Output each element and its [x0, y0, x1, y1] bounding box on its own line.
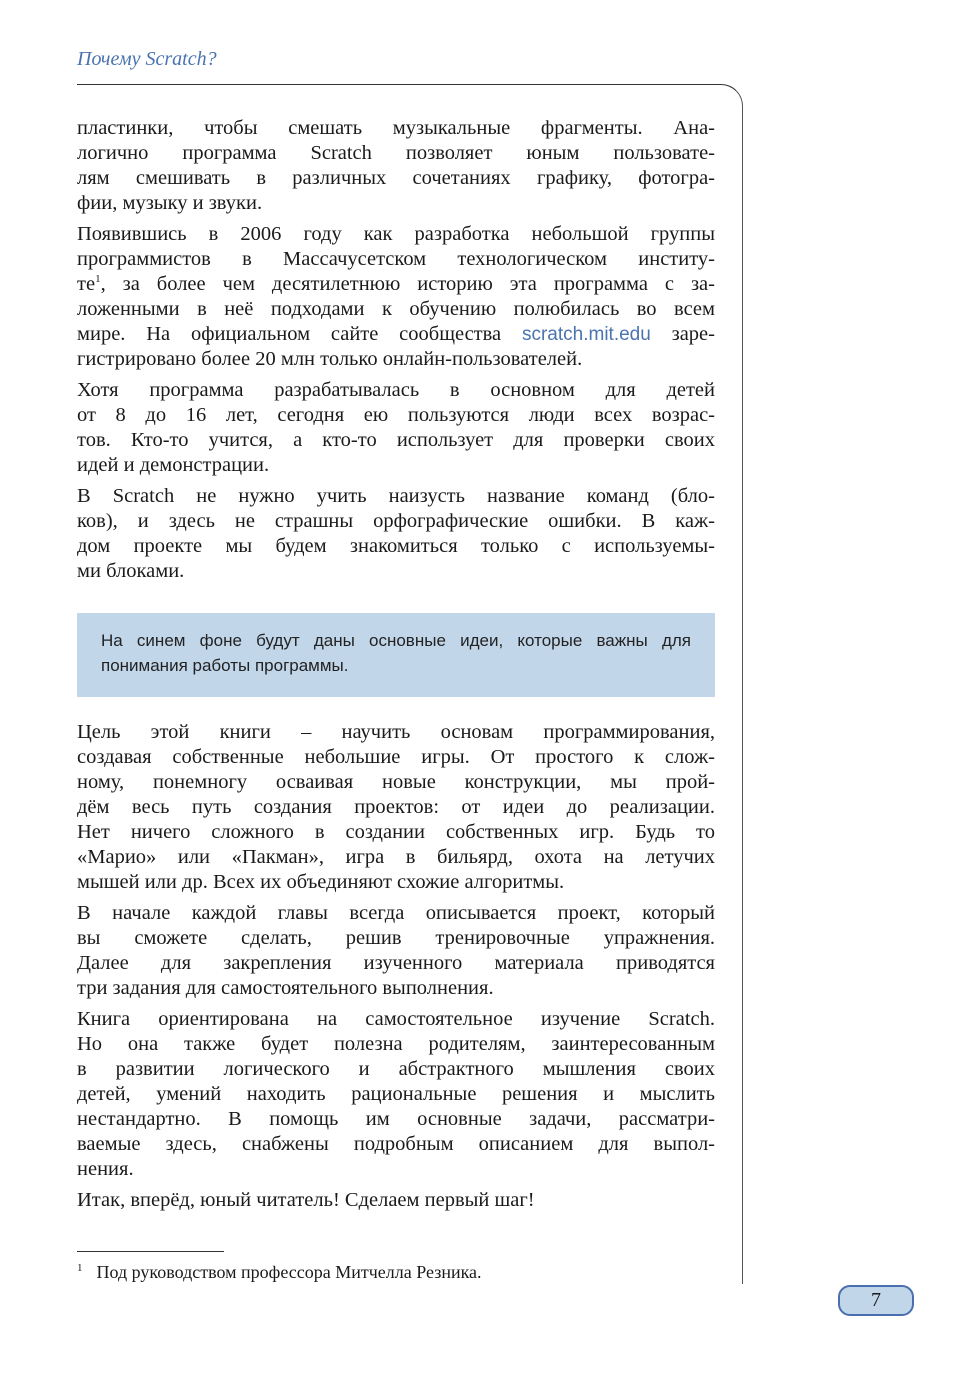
body-section-2	[77, 720, 715, 1219]
footnote-ref: 1	[95, 273, 101, 286]
text-line: Хотя программа разрабатывалась в основном для детей	[77, 379, 715, 401]
website-link[interactable]: scratch.mit.edu	[521, 324, 651, 345]
text-line: дом проекте мы будем знакомиться только с используемы-	[77, 535, 715, 557]
info-box-line: понимания работы программы.	[101, 656, 349, 675]
text-line: ному, понемногу осваивая новые конструкции, мы прой-	[77, 771, 715, 793]
text-line: ков), и здесь не страшны орфографические ошибки. В каж-	[77, 510, 715, 532]
paragraph	[77, 1188, 715, 1213]
text-line: В начале каждой главы всегда описывается проект, который	[77, 902, 715, 924]
paragraph	[77, 901, 715, 1001]
body-section-1	[77, 116, 715, 590]
text: мире. На официальном сайте сообщества	[77, 323, 522, 345]
text-line: Появившись в 2006 году как разработка небольшой группы	[77, 223, 715, 245]
text-line: в развитии логического и абстрактного мышления своих	[77, 1058, 715, 1080]
text-line: Но она также будет полезна родителям, заинтересованным	[77, 1033, 715, 1055]
info-box	[77, 613, 715, 697]
text-line: нения.	[77, 1158, 134, 1180]
text-line: ваемые здесь, снабжены подробным описанием для выпол-	[77, 1133, 715, 1155]
paragraph	[77, 720, 715, 895]
page-number: 7	[838, 1285, 914, 1316]
text-line	[77, 272, 715, 297]
text-line: фии, музыку и звуки.	[77, 192, 263, 214]
footnote: $^1$ Под руководством профессора Митчелла Резника.	[77, 1262, 482, 1282]
text-line: Далее для закрепления изученного материала приводятся	[77, 952, 715, 974]
paragraph	[77, 378, 715, 478]
paragraph	[77, 116, 715, 216]
running-header: Почему Scratch?	[77, 48, 217, 70]
text: те	[77, 273, 96, 295]
text-line: «Марио» или «Пакман», игра в бильярд, охота на летучих	[77, 846, 715, 868]
footnote-rule	[77, 1251, 224, 1252]
text-line: лям смешивать в различных сочетаниях графику, фотогра-	[77, 167, 715, 189]
text: , за более чем десятилетнюю историю эта программа с за-	[100, 273, 715, 295]
text-line: Цель этой книги – научить основам программирования,	[77, 721, 715, 743]
text-line: три задания для самостоятельного выполнения.	[77, 977, 494, 999]
text-line: программистов в Массачусетском технологическом институ-	[77, 248, 715, 270]
text-line: ложенными в неё подходами к обучению полюбилась во всем	[77, 298, 715, 320]
text-line: нестандартно. В помощь им основные задачи, рассматри-	[77, 1108, 715, 1130]
text-line: детей, умений находить рациональные решения и мыслить	[77, 1083, 715, 1105]
paragraph	[77, 484, 715, 584]
text-line: В Scratch не нужно учить наизусть название команд (бло-	[77, 485, 715, 507]
text: заре-	[650, 323, 715, 345]
text-line: Итак, вперёд, юный читатель! Сделаем первый шаг!	[77, 1189, 535, 1211]
text-line: пластинки, чтобы смешать музыкальные фрагменты. Ана-	[77, 117, 715, 139]
text-line: дём весь путь создания проектов: от идеи до реализации.	[77, 796, 715, 818]
text-line: Книга ориентирована на самостоятельное изучение Scratch.	[77, 1008, 715, 1030]
text-line: тов. Кто-то учится, а кто-то использует для проверки своих	[77, 429, 715, 451]
text-line: создавая собственные небольшие игры. От простого к слож-	[77, 746, 715, 768]
text-line	[77, 322, 715, 347]
text-line: мышей или др. Всех их объединяют схожие алгоритмы.	[77, 871, 565, 893]
text-line: идей и демонстрации.	[77, 454, 270, 476]
text-line: логично программа Scratch позволяет юным пользовате-	[77, 142, 715, 164]
paragraph	[77, 222, 715, 372]
text-line: вы сможете сделать, решив тренировочные упражнения.	[77, 927, 715, 949]
paragraph	[77, 1007, 715, 1182]
text-line: от 8 до 16 лет, сегодня ею пользуются люди всех возрас-	[77, 404, 715, 426]
text-line: гистрировано более 20 млн только онлайн-пользователей.	[77, 348, 583, 370]
text-line: Нет ничего сложного в создании собственных игр. Будь то	[77, 821, 715, 843]
info-box-line: На синем фоне будут даны основные идеи, которые важны для	[101, 631, 691, 650]
text-line: ми блоками.	[77, 560, 185, 582]
